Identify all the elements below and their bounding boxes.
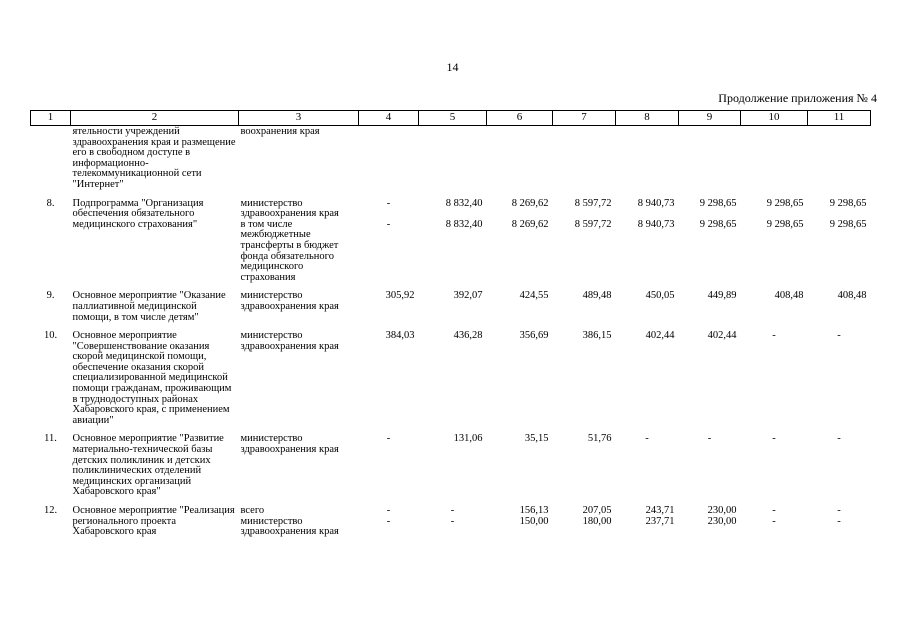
value-cell: 424,55: [519, 290, 549, 302]
value-cell: 408,48: [837, 290, 867, 302]
row-number: 10.: [43, 330, 58, 342]
value-cell: 9 298,65: [699, 218, 737, 230]
value-cell: -: [837, 433, 841, 445]
table-row: [31, 330, 871, 426]
spacer-cell: [31, 323, 871, 330]
value-cell: [616, 126, 679, 191]
executor: министерство здравоохранения края: [240, 197, 339, 220]
row-spacer: [31, 283, 871, 290]
table-row: [31, 198, 871, 220]
header-cell: 10: [741, 111, 808, 126]
continuation-caption: Продолжение приложения № 4: [718, 91, 877, 105]
table-row: [31, 433, 871, 498]
value-cell: 402,44: [707, 330, 737, 342]
value-cell: [553, 126, 616, 191]
value-cell: 8 940,73: [637, 197, 675, 209]
value-cell: 402,44: [645, 330, 675, 342]
value-cell: 8 940,73: [637, 218, 675, 230]
header-cell: 4: [359, 111, 419, 126]
value-cell: -: [837, 330, 841, 342]
spacer-cell: [31, 538, 871, 545]
page-number: 14: [446, 60, 459, 74]
measure-name: Основное мероприятие "Реализация регионального проекта Хабаровского края: [72, 505, 235, 538]
executor: министерство здравоохранения края: [240, 515, 339, 538]
header-cell: 5: [419, 111, 487, 126]
value-cell: [487, 126, 553, 191]
value-cell: 51,76: [587, 433, 612, 445]
executor: министерство здравоохранения края: [240, 433, 339, 456]
value-cell: -: [772, 505, 776, 516]
value-cell: 35,15: [524, 433, 549, 445]
spacer-cell: [31, 283, 871, 290]
value-cell: 8 269,62: [511, 218, 549, 230]
measure-name: ятельности учреждений здравоохранения края и размещение его в свободном доступе в информационно-телекоммуникационной сети "Интернет": [72, 126, 236, 190]
value-cell: 450,05: [645, 290, 675, 302]
value-cell: 384,03: [385, 330, 415, 342]
row-spacer: [31, 426, 871, 433]
value-cell: 180,00: [582, 515, 612, 527]
row-number: 11.: [44, 433, 57, 445]
row-spacer: [31, 323, 871, 330]
measure-name: Основное мероприятие "Совершенствование оказания скорой медицинской помощи, обеспечение оказания скорой специализированной медицинской помощи гражданам, проживающим в труднодоступных районах Хабаровского края, с применением авиации": [72, 330, 232, 426]
row-spacer: [31, 191, 871, 198]
value-cell: 392,07: [453, 290, 483, 302]
executor: всего: [240, 505, 265, 516]
value-cell: -: [386, 515, 391, 527]
header-cell: 11: [808, 111, 871, 126]
value-cell: -: [450, 515, 455, 527]
value-cell: 230,00: [707, 505, 737, 516]
value-cell: 237,71: [645, 515, 675, 527]
header-cell: 9: [679, 111, 741, 126]
table-row: [31, 505, 871, 517]
value-cell: 449,89: [707, 290, 737, 302]
row-spacer: [31, 538, 871, 545]
row-number: 8.: [46, 197, 55, 209]
measure-name: Основное мероприятие "Оказание паллиативной медицинской помощи, в том числе детям": [72, 290, 226, 323]
header-cell: 7: [553, 111, 616, 126]
row-number: 9.: [46, 290, 55, 302]
value-cell: 156,13: [519, 505, 549, 516]
value-cell: 243,71: [645, 505, 675, 516]
executor: воохранения края: [240, 126, 320, 137]
table-row: [31, 290, 871, 323]
value-cell: 356,69: [519, 330, 549, 342]
value-cell: 9 298,65: [699, 197, 737, 209]
budget-table: [30, 110, 871, 545]
value-cell: 150,00: [519, 515, 549, 527]
value-cell: 9 298,65: [766, 197, 804, 209]
value-cell: -: [386, 433, 391, 445]
executor: министерство здравоохранения края: [240, 290, 339, 312]
value-cell: 9 298,65: [829, 197, 867, 209]
value-cell: 9 298,65: [766, 218, 804, 230]
executor: министерство здравоохранения края: [240, 330, 339, 352]
value-cell: -: [837, 505, 841, 516]
value-cell: -: [772, 433, 776, 445]
row-number: 12.: [43, 505, 58, 516]
value-cell: -: [772, 330, 776, 342]
value-cell: 207,05: [582, 505, 612, 516]
value-cell: 408,48: [774, 290, 804, 302]
value-cell: 131,06: [453, 433, 483, 445]
header-cell: 3: [239, 111, 359, 126]
value-cell: 305,92: [385, 290, 415, 302]
row-number: [31, 126, 71, 191]
value-cell: 8 269,62: [511, 197, 549, 209]
value-cell: -: [837, 515, 841, 527]
value-cell: 9 298,65: [829, 218, 867, 230]
value-cell: 436,28: [453, 330, 483, 342]
measure-name: Подпрограмма "Организация обеспечения обязательного медицинского страхования": [72, 197, 204, 230]
table-row: [31, 126, 871, 191]
value-cell: [679, 126, 741, 191]
value-cell: -: [772, 515, 776, 527]
measure-name: Основное мероприятие "Развитие материально-технической базы детских поликлиник и детских поликлинических отделений медицинских организаций Хабаровского края": [72, 433, 224, 498]
executor: в том числе межбюджетные трансферты в бюджет фонда обязательного медицинского страхования: [240, 218, 339, 283]
value-cell: 230,00: [707, 515, 737, 527]
value-cell: 8 597,72: [574, 218, 612, 230]
value-cell: -: [386, 197, 391, 209]
value-cell: 8 832,40: [445, 197, 483, 209]
value-cell: [359, 126, 419, 191]
value-cell: 386,15: [582, 330, 612, 342]
value-cell: -: [386, 505, 391, 516]
value-cell: 489,48: [582, 290, 612, 302]
value-cell: -: [645, 433, 649, 445]
value-cell: [808, 126, 871, 191]
spacer-cell: [31, 426, 871, 433]
value-cell: [419, 126, 487, 191]
value-cell: [741, 126, 808, 191]
spacer-cell: [31, 498, 871, 505]
value-cell: -: [450, 505, 455, 516]
value-cell: -: [707, 433, 712, 445]
value-cell: -: [386, 218, 391, 230]
header-row: [31, 111, 871, 126]
row-spacer: [31, 498, 871, 505]
header-cell: 6: [487, 111, 553, 126]
value-cell: 8 832,40: [445, 218, 483, 230]
header-cell: 1: [31, 111, 71, 126]
spacer-cell: [31, 191, 871, 198]
value-cell: 8 597,72: [574, 197, 612, 209]
header-cell: 8: [616, 111, 679, 126]
header-cell: 2: [71, 111, 239, 126]
